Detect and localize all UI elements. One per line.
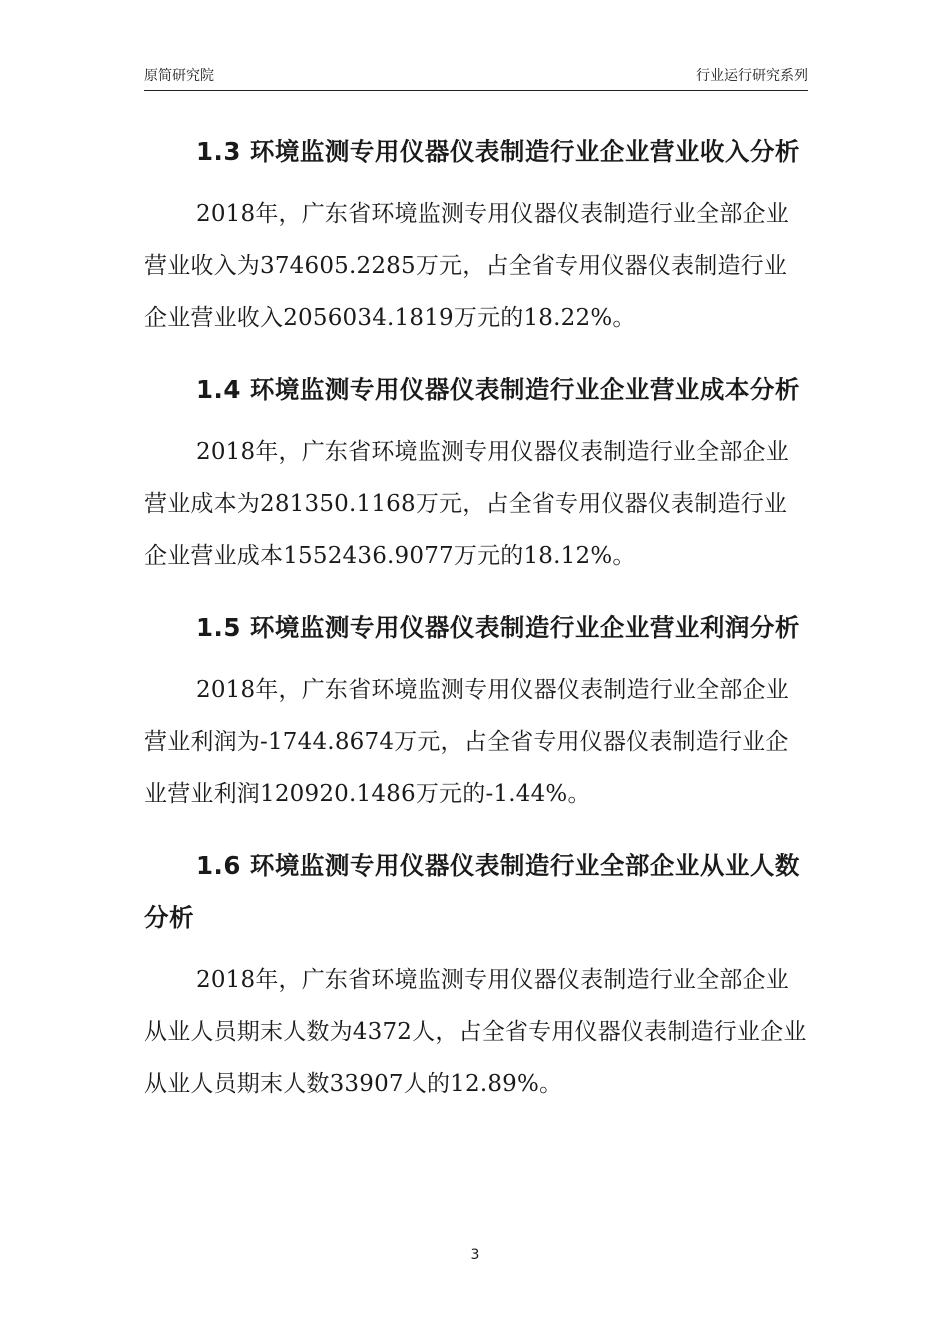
section-profit [144, 602, 808, 820]
section-paragraph: 2018年，广东省环境监测专用仪器仪表制造行业全部企业从业人员期末人数为4372人，占全省专用仪器仪表制造行业企业从业人员期末人数33907人的12.89%。 [144, 967, 807, 1097]
section-heading: 1.4 环境监测专用仪器仪表制造行业企业营业成本分析 [196, 375, 800, 404]
section-cost [144, 364, 808, 582]
page-header [144, 66, 808, 91]
section-paragraph: 2018年，广东省环境监测专用仪器仪表制造行业全部企业营业成本为281350.1168万元，占全省专用仪器仪表制造行业企业营业成本1552436.9077万元的18.12%。 [144, 439, 789, 569]
section-heading: 1.5 环境监测专用仪器仪表制造行业企业营业利润分析 [196, 613, 800, 642]
section-heading: 1.6 环境监测专用仪器仪表制造行业全部企业从业人数分析 [144, 851, 800, 932]
header-series-title: 行业运行研究系列 [696, 68, 808, 84]
section-paragraph: 2018年，广东省环境监测专用仪器仪表制造行业全部企业营业利润为-1744.8674万元，占全省专用仪器仪表制造行业企业营业利润120920.1486万元的-1.44%。 [144, 677, 789, 807]
section-revenue [144, 126, 808, 344]
page-number: 3 [470, 1247, 480, 1263]
document-body [144, 126, 808, 1130]
header-publisher: 原简研究院 [144, 68, 214, 84]
section-heading: 1.3 环境监测专用仪器仪表制造行业企业营业收入分析 [196, 137, 800, 166]
section-paragraph: 2018年，广东省环境监测专用仪器仪表制造行业全部企业营业收入为374605.2285万元，占全省专用仪器仪表制造行业企业营业收入2056034.1819万元的18.22%。 [144, 201, 789, 331]
section-employees [144, 840, 808, 1110]
